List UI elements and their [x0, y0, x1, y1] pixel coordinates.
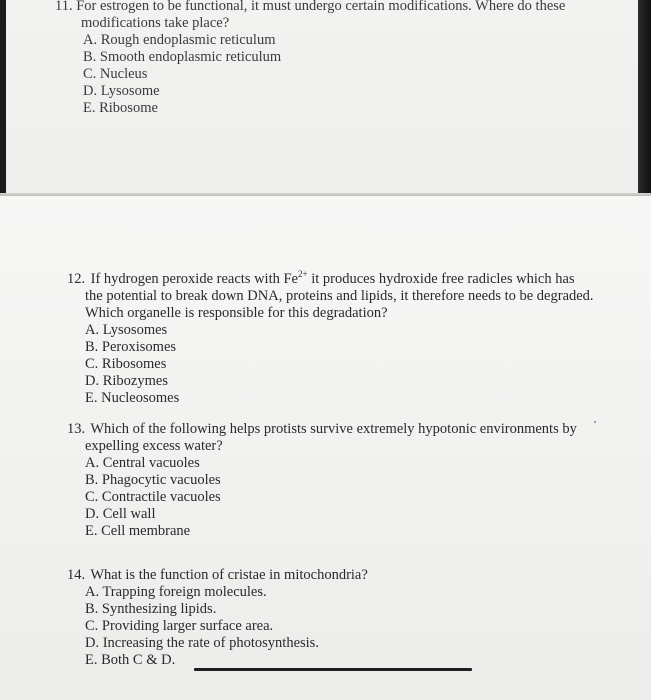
photo-dark-edge-right — [638, 0, 651, 196]
question-13 — [67, 421, 627, 540]
question-14-option-e[interactable]: E. Both C & D. — [85, 652, 176, 668]
question-11-option-c[interactable]: C. Nucleus — [83, 66, 148, 82]
question-13-option-c[interactable]: C. Contractile vacuoles — [85, 489, 221, 505]
question-11-stem-line-1 — [55, 0, 611, 15]
question-13-option-d[interactable]: D. Cell wall — [85, 506, 156, 522]
paper-speck — [594, 421, 596, 423]
question-11-option-a[interactable]: A. Rough endoplasmic reticulum — [83, 32, 276, 48]
question-12-stem-line-1 — [67, 271, 627, 288]
question-12-stem-text-1b: it produces hydroxide free radicles which has — [307, 271, 575, 287]
question-14 — [67, 567, 627, 669]
question-14-stem-line-1 — [67, 567, 627, 584]
question-12-option-d[interactable]: D. Ribozymes — [85, 373, 168, 389]
question-12-number: 12. — [67, 271, 86, 287]
question-11-number: 11. — [55, 0, 73, 14]
question-11-stem-line-2: modifications take place? — [81, 15, 230, 31]
question-12-options — [67, 322, 627, 407]
pen-underline-mark — [194, 668, 472, 671]
question-13-stem-line-2: expelling excess water? — [85, 438, 223, 454]
question-13-option-b[interactable]: B. Phagocytic vacuoles — [85, 472, 221, 488]
question-14-option-c[interactable]: C. Providing larger surface area. — [85, 618, 274, 634]
question-12-stem-text-1a: If hydrogen peroxide reacts with Fe — [90, 271, 298, 287]
question-11-option-d[interactable]: D. Lysosome — [83, 83, 160, 99]
question-13-option-a[interactable]: A. Central vacuoles — [85, 455, 200, 471]
question-11-options — [81, 32, 611, 117]
question-12-stem-line-2: the potential to break down DNA, proteins and lipids, it therefore needs to be degraded. — [85, 288, 594, 304]
question-12-superscript: 2+ — [298, 269, 308, 280]
question-12-option-e[interactable]: E. Nucleosomes — [85, 390, 180, 406]
question-14-options — [67, 584, 627, 669]
question-11-option-b[interactable]: B. Smooth endoplasmic reticulum — [83, 49, 282, 65]
question-12-stem-line-3: Which organelle is responsible for this degradation? — [85, 305, 388, 321]
question-13-stem-text-1: Which of the following helps protists survive extremely hypotonic environments by — [90, 421, 577, 437]
question-13-stem-line-1 — [67, 421, 627, 438]
question-11-option-e[interactable]: E. Ribosome — [83, 100, 158, 116]
question-14-number: 14. — [67, 567, 86, 583]
question-14-stem-text-1: What is the function of cristae in mitochondria? — [90, 567, 368, 583]
question-11 — [55, 0, 611, 117]
question-14-option-b[interactable]: B. Synthesizing lipids. — [85, 601, 217, 617]
question-13-option-e[interactable]: E. Cell membrane — [85, 523, 191, 539]
question-14-option-d[interactable]: D. Increasing the rate of photosynthesis. — [85, 635, 319, 651]
question-12-option-b[interactable]: B. Peroxisomes — [85, 339, 177, 355]
question-12 — [67, 271, 627, 407]
question-13-options — [67, 455, 627, 540]
question-13-number: 13. — [67, 421, 86, 437]
question-12-option-c[interactable]: C. Ribosomes — [85, 356, 167, 372]
question-12-option-a[interactable]: A. Lysosomes — [85, 322, 168, 338]
question-14-option-a[interactable]: A. Trapping foreign molecules. — [85, 584, 267, 600]
question-11-stem-text-1: For estrogen to be functional, it must undergo certain modifications. Where do these — [76, 0, 566, 14]
